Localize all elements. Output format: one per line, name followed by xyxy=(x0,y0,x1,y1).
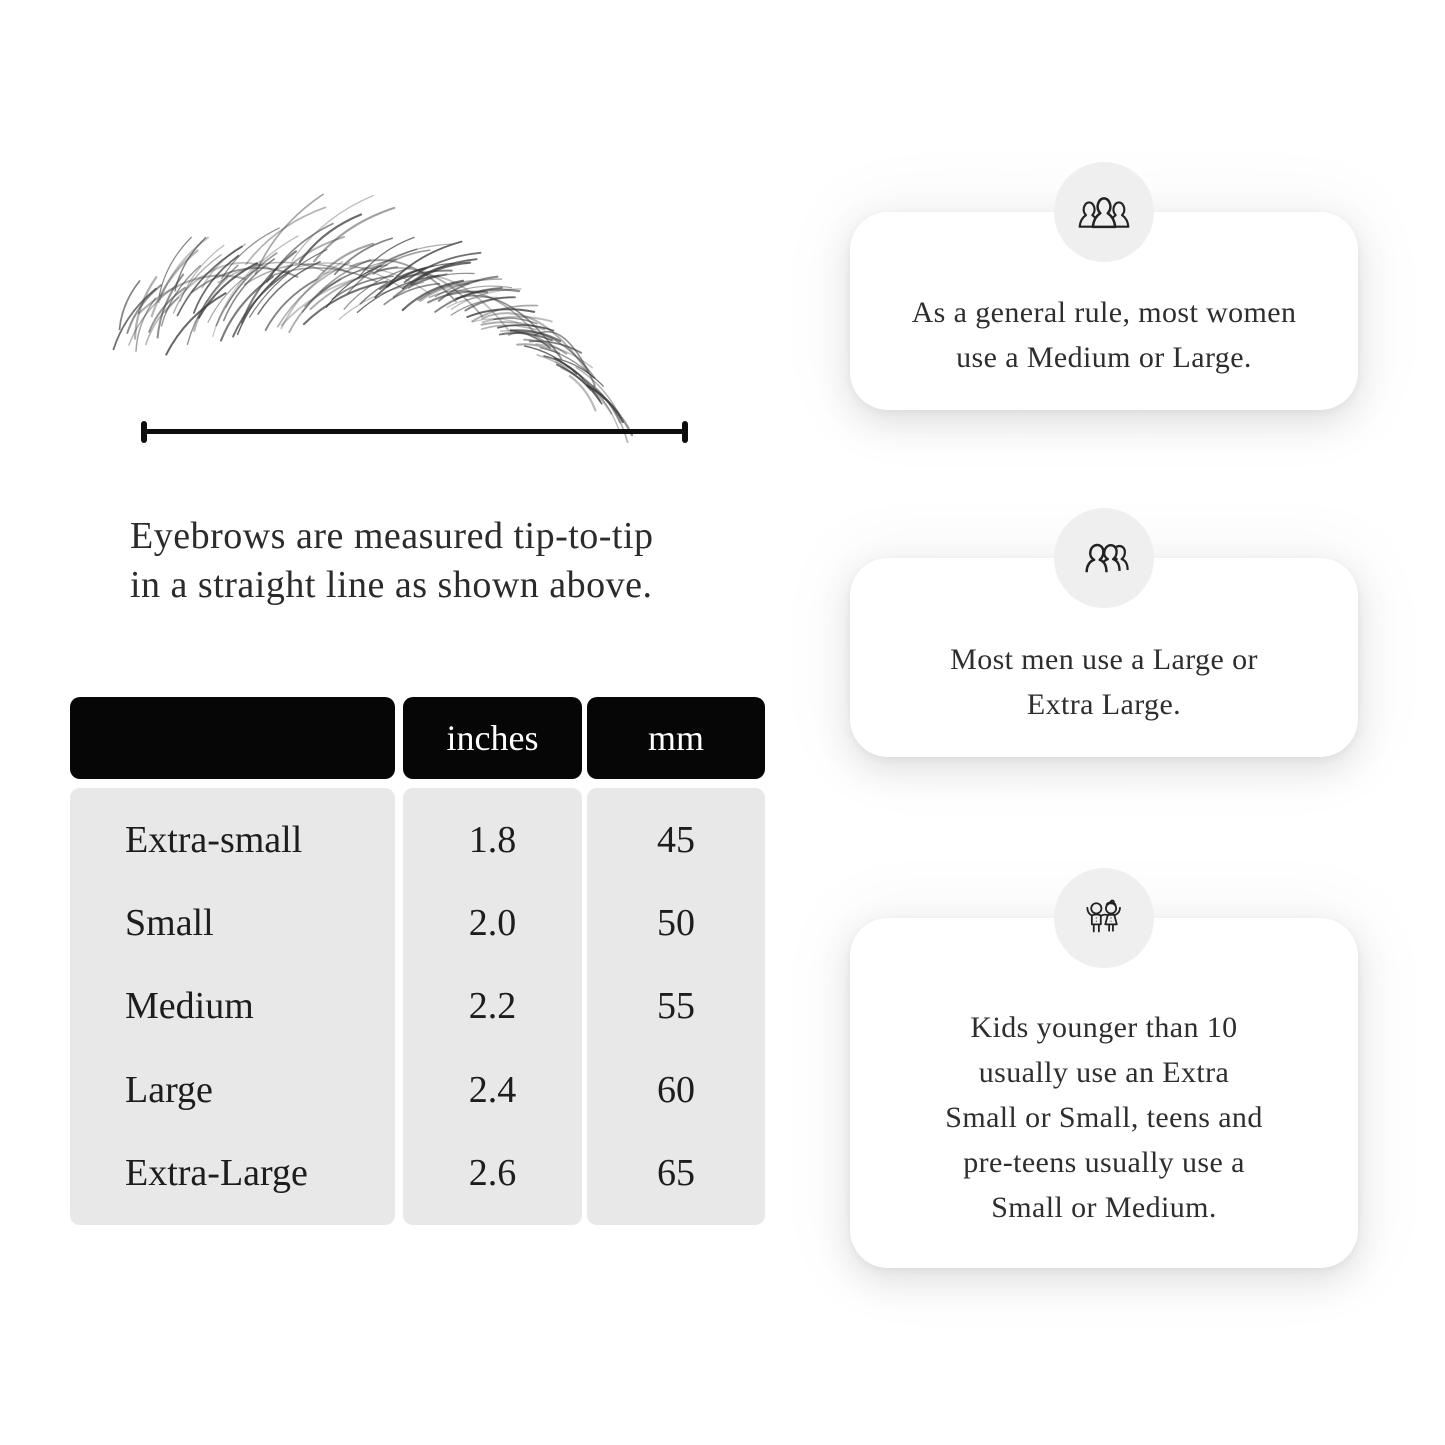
card-text-line: Extra Large. xyxy=(1026,687,1182,721)
kids-icon xyxy=(1072,886,1136,950)
card-text-line: use a Medium or Large. xyxy=(956,341,1252,374)
card-text-line: As a general rule, most women xyxy=(911,296,1297,329)
card-women-rule xyxy=(850,212,1358,410)
size-table-column-inches xyxy=(403,697,582,1225)
card-text xyxy=(945,1005,1262,1230)
eyebrow-illustration xyxy=(105,238,645,408)
card-text xyxy=(950,637,1258,727)
card-men-rule xyxy=(850,558,1358,757)
size-table-header-inches: inches xyxy=(403,697,582,779)
caption-line-1: Eyebrows are measured tip-to-tip xyxy=(130,515,654,557)
size-table-column-labels xyxy=(70,697,395,1225)
size-table-body-inches xyxy=(403,788,582,1225)
inches-value: 2.6 xyxy=(468,1152,517,1195)
size-table-body-labels xyxy=(70,788,395,1225)
size-label: Large xyxy=(125,1068,213,1111)
mm-value: 55 xyxy=(657,985,695,1028)
card-text xyxy=(912,290,1297,380)
inches-value: 2.2 xyxy=(468,985,517,1028)
card-text-line: Kids younger than 10 xyxy=(970,1010,1238,1044)
caption-line-2: in a straight line as shown above. xyxy=(130,564,653,606)
size-table-header-blank xyxy=(70,697,395,779)
inches-value: 2.4 xyxy=(468,1068,517,1111)
card-text-line: pre-teens usually use a xyxy=(963,1145,1245,1179)
inches-value: 2.0 xyxy=(468,902,517,945)
size-label: Medium xyxy=(125,985,254,1028)
measurement-line-left-cap xyxy=(141,421,147,443)
women-group-icon xyxy=(1070,181,1138,243)
card-text-line: Most men use a Large or xyxy=(950,642,1258,676)
icon-circle xyxy=(1054,162,1154,262)
size-label: Extra-small xyxy=(125,818,303,861)
size-label: Small xyxy=(125,902,214,945)
icon-circle xyxy=(1054,868,1154,968)
card-text-line: usually use an Extra xyxy=(978,1055,1230,1089)
mm-value: 65 xyxy=(657,1152,695,1195)
inches-value: 1.8 xyxy=(468,818,517,861)
size-table-header-mm: mm xyxy=(587,697,765,779)
measurement-line-bar xyxy=(143,429,686,434)
size-label: Extra-Large xyxy=(125,1152,308,1195)
mm-value: 60 xyxy=(657,1068,695,1111)
measurement-line xyxy=(143,421,686,443)
icon-circle xyxy=(1054,508,1154,608)
mm-value: 50 xyxy=(657,902,695,945)
measurement-caption xyxy=(130,512,654,610)
men-group-icon xyxy=(1069,527,1139,589)
card-text-line: Small or Small, teens and xyxy=(945,1100,1263,1134)
measurement-line-right-cap xyxy=(682,421,688,443)
mm-value: 45 xyxy=(657,818,695,861)
card-kids-rule xyxy=(850,918,1358,1268)
size-table-body-mm xyxy=(587,788,765,1225)
card-text-line: Small or Medium. xyxy=(991,1190,1217,1224)
size-table-column-mm xyxy=(587,697,765,1225)
